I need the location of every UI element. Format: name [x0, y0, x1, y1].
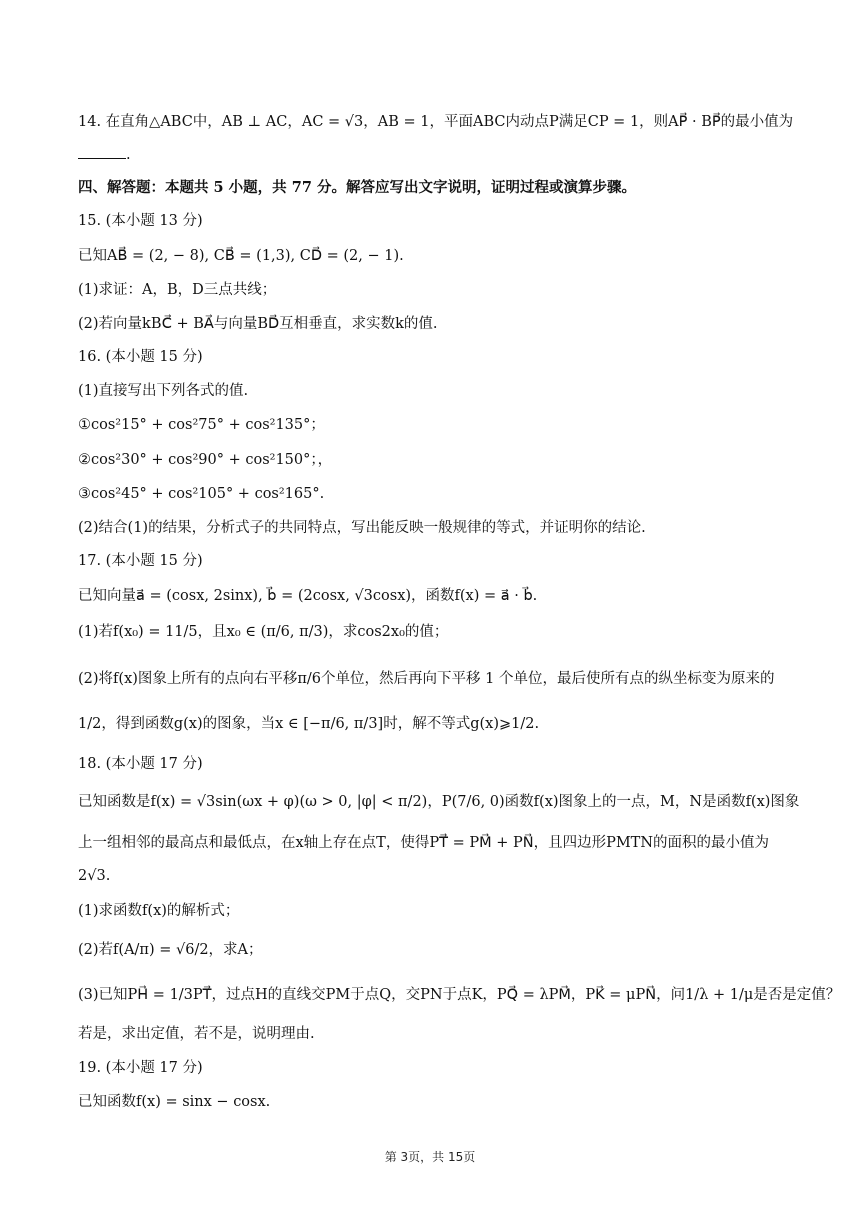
- question-17-title: 17. (本小题 15 分): [78, 553, 203, 569]
- question-18-part-3-cont: 若是，求出定值，若不是，说明理由.: [78, 1026, 315, 1042]
- page-footer: 第 3页，共 15页: [384, 1150, 476, 1164]
- question-17-given: 已知向量a⃗ = (cosx, 2sinx), b⃗ = (2cosx, √3cosx)，函数f(x) = a⃗ · b⃗.: [78, 588, 538, 604]
- question-19-title: 19. (本小题 17 分): [78, 1060, 203, 1076]
- question-18-given-cont: 上一组相邻的最高点和最低点，在x轴上存在点T，使得PT⃗ = PM⃗ + PN⃗，且四边形PMTN的面积的最小值为: [78, 835, 770, 851]
- question-16-item-2: ②cos²30° + cos²90° + cos²150°；，: [78, 452, 333, 468]
- question-14-text: 14. 在直角△ABC中，AB ⊥ AC，AC = √3，AB = 1，平面ABC内动点P满足CP = 1，则AP⃗ · BP⃗的最小值为: [78, 114, 794, 130]
- question-15-part-2: (2)若向量kBC⃗ + BA⃗与向量BD⃗互相垂直，求实数k的值.: [78, 316, 438, 332]
- question-16-part-1: (1)直接写出下列各式的值.: [78, 383, 249, 399]
- question-18-part-2: (2)若f(A/π) = √6/2，求A；: [78, 942, 263, 958]
- question-18-given: 已知函数是f(x) = √3sin(ωx + φ)(ω > 0, |φ| < π/2)，P(7/6, 0)函数f(x)图象上的一点，M，N是函数f(x)图象: [78, 794, 800, 810]
- question-16-item-3: ③cos²45° + cos²105° + cos²165°.: [78, 486, 325, 502]
- question-16-part-2: (2)结合(1)的结果，分析式子的共同特点，写出能反映一般规律的等式，并证明你的结论.: [78, 520, 646, 536]
- question-17-part-2: (2)将f(x)图象上所有的点向右平移π/6个单位，然后再向下平移 1 个单位，最后使所有点的纵坐标变为原来的: [78, 671, 775, 687]
- question-15-part-1: (1)求证：A，B，D三点共线；: [78, 282, 277, 298]
- question-18-part-3: (3)已知PH⃗ = 1/3PT⃗，过点H的直线交PM于点Q，交PN于点K，PQ⃗ = λPM⃗，PK⃗ = μPN⃗，问1/λ + 1/μ是否是定值？: [78, 987, 841, 1003]
- question-16-item-1: ①cos²15° + cos²75° + cos²135°；: [78, 417, 325, 433]
- question-18-part-1: (1)求函数f(x)的解析式；: [78, 903, 240, 919]
- blank-period: .: [126, 147, 131, 163]
- question-18-given-end: 2√3.: [78, 868, 111, 884]
- answer-blank: [78, 146, 126, 159]
- answer-blank-line: [78, 145, 790, 165]
- question-16-title: 16. (本小题 15 分): [78, 349, 203, 365]
- question-17-part-1: (1)若f(x₀) = 11/5，且x₀ ∈ (π/6, π/3)，求cos2x₀的值；: [78, 624, 449, 640]
- question-15-given: 已知AB⃗ = (2, − 8), CB⃗ = (1,3), CD⃗ = (2, − 1).: [78, 248, 404, 264]
- question-15-title: 15. (本小题 13 分): [78, 213, 203, 229]
- question-18-title: 18. (本小题 17 分): [78, 756, 203, 772]
- section-heading: 四、解答题：本题共 5 小题，共 77 分。解答应写出文字说明，证明过程或演算步骤。: [78, 179, 636, 196]
- question-17-part-2-cont: 1/2，得到函数g(x)的图象，当x ∈ [−π/6, π/3]时，解不等式g(x)⩾1/2.: [78, 716, 540, 732]
- question-19-given: 已知函数f(x) = sinx − cosx.: [78, 1094, 271, 1110]
